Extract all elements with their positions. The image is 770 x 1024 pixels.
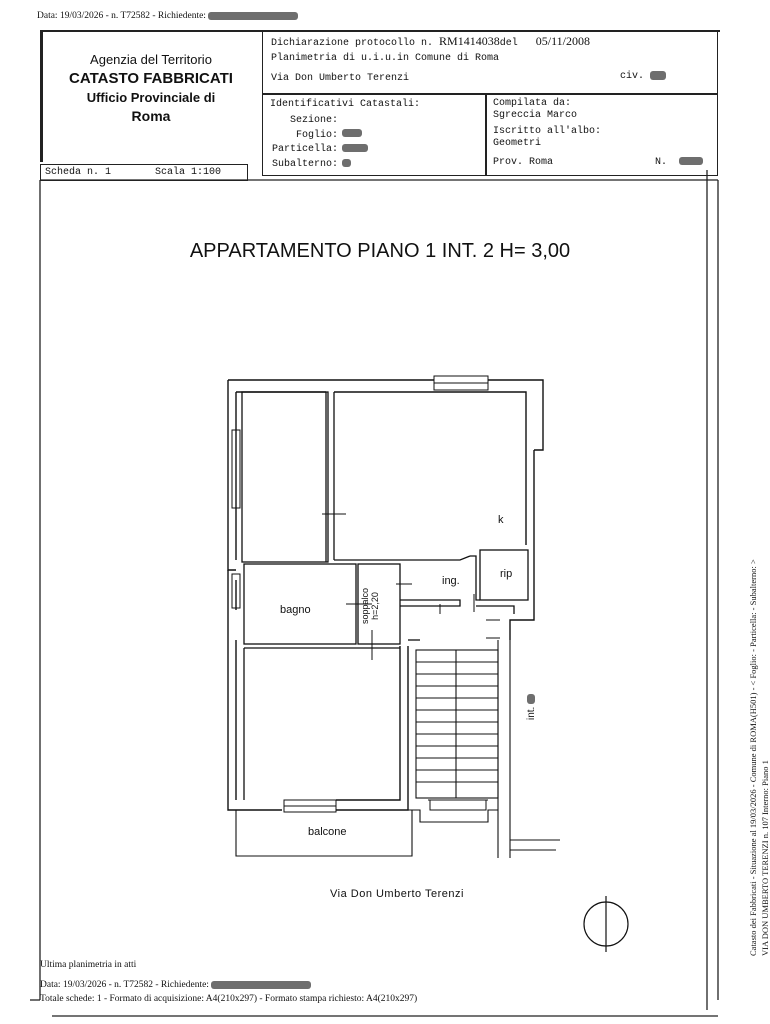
redacted-footer-requester bbox=[211, 981, 311, 989]
redacted-interior bbox=[527, 694, 535, 704]
civic-label: civ. bbox=[620, 71, 645, 83]
number-label: N. bbox=[655, 157, 668, 168]
declaration-del: del bbox=[499, 38, 518, 49]
compiler-label: Compilata da: bbox=[493, 98, 572, 109]
albo-profession: Geometri bbox=[493, 138, 542, 149]
foglio-label: Foglio: bbox=[295, 129, 338, 141]
footer-request-text: Data: 19/03/2026 - n. T72582 - Richiedente: bbox=[40, 980, 209, 990]
room-label-mezzanine bbox=[360, 576, 380, 636]
compiler-name: Sgreccia Marco bbox=[493, 110, 578, 121]
plan-scale: Scala 1:100 bbox=[155, 167, 222, 178]
plan-title: APPARTAMENTO PIANO 1 INT. 2 H= 3,00 bbox=[189, 240, 571, 262]
protocol-number: RM1414038 bbox=[439, 34, 500, 48]
mezzanine-name: soppalco bbox=[360, 587, 370, 625]
side-address-text: VIA DON UMBERTO TERENZI n. 107 Interno: Piano 1 bbox=[760, 760, 770, 956]
particella-label: Particella: bbox=[271, 144, 338, 155]
address-line: Via Don Umberto Terenzi bbox=[271, 73, 410, 84]
footer-request-line bbox=[40, 980, 311, 990]
interior-number-label bbox=[526, 694, 537, 720]
province-label: Prov. Roma bbox=[493, 157, 554, 168]
room-label-entrance: ing. bbox=[442, 575, 460, 587]
staircase bbox=[408, 640, 510, 858]
scheda-number: Scheda n. 1 bbox=[45, 167, 112, 178]
interior-walls bbox=[242, 392, 528, 800]
subalterno-label: Subalterno: bbox=[271, 158, 338, 170]
footer-format-line: Totale schede: 1 - Formato di acquisizione: A4(210x297) - Formato stampa richiesto: A4(210x297) bbox=[40, 994, 418, 1004]
north-arrow bbox=[584, 896, 628, 952]
office-city: Roma bbox=[131, 108, 171, 124]
declaration-date: 05/11/2008 bbox=[535, 34, 590, 48]
interior-label: int. bbox=[526, 706, 537, 720]
adjacent-property-lines bbox=[510, 840, 560, 850]
identifiers-title: Identificativi Catastali: bbox=[270, 99, 421, 110]
sezione-label: Sezione: bbox=[289, 115, 338, 126]
plan-municipality-line: Planimetria di u.i.u.in Comune di Roma bbox=[271, 53, 500, 64]
footer-last-plan: Ultima planimetria in atti bbox=[40, 960, 137, 970]
albo-label: Iscritto all'albo: bbox=[493, 126, 602, 137]
room-label-storage: rip bbox=[500, 568, 513, 580]
door-marks bbox=[322, 500, 500, 660]
street-label: Via Don Umberto Terenzi bbox=[330, 888, 464, 900]
office-label: Ufficio Provinciale di bbox=[86, 90, 216, 105]
agency-name: Agenzia del Territorio bbox=[90, 52, 212, 67]
room-label-bathroom: bagno bbox=[280, 604, 311, 616]
room-label-balcony: balcone bbox=[308, 826, 347, 838]
room-label-kitchen: k bbox=[498, 514, 504, 526]
header-request-text: Data: 19/03/2026 - n. T72582 - Richiedente: bbox=[37, 11, 206, 21]
declaration-label: Dichiarazione protocollo n. bbox=[271, 38, 434, 49]
mezzanine-height: h=2,20 bbox=[370, 592, 380, 620]
catasto-title: CATASTO FABBRICATI bbox=[69, 70, 233, 87]
side-situation-text: Catasto dei Fabbricati - Situazione al 19/03/2026 - Comune di ROMA(H501) - < Foglio: - Particella: - Subalterno: > bbox=[748, 559, 758, 956]
